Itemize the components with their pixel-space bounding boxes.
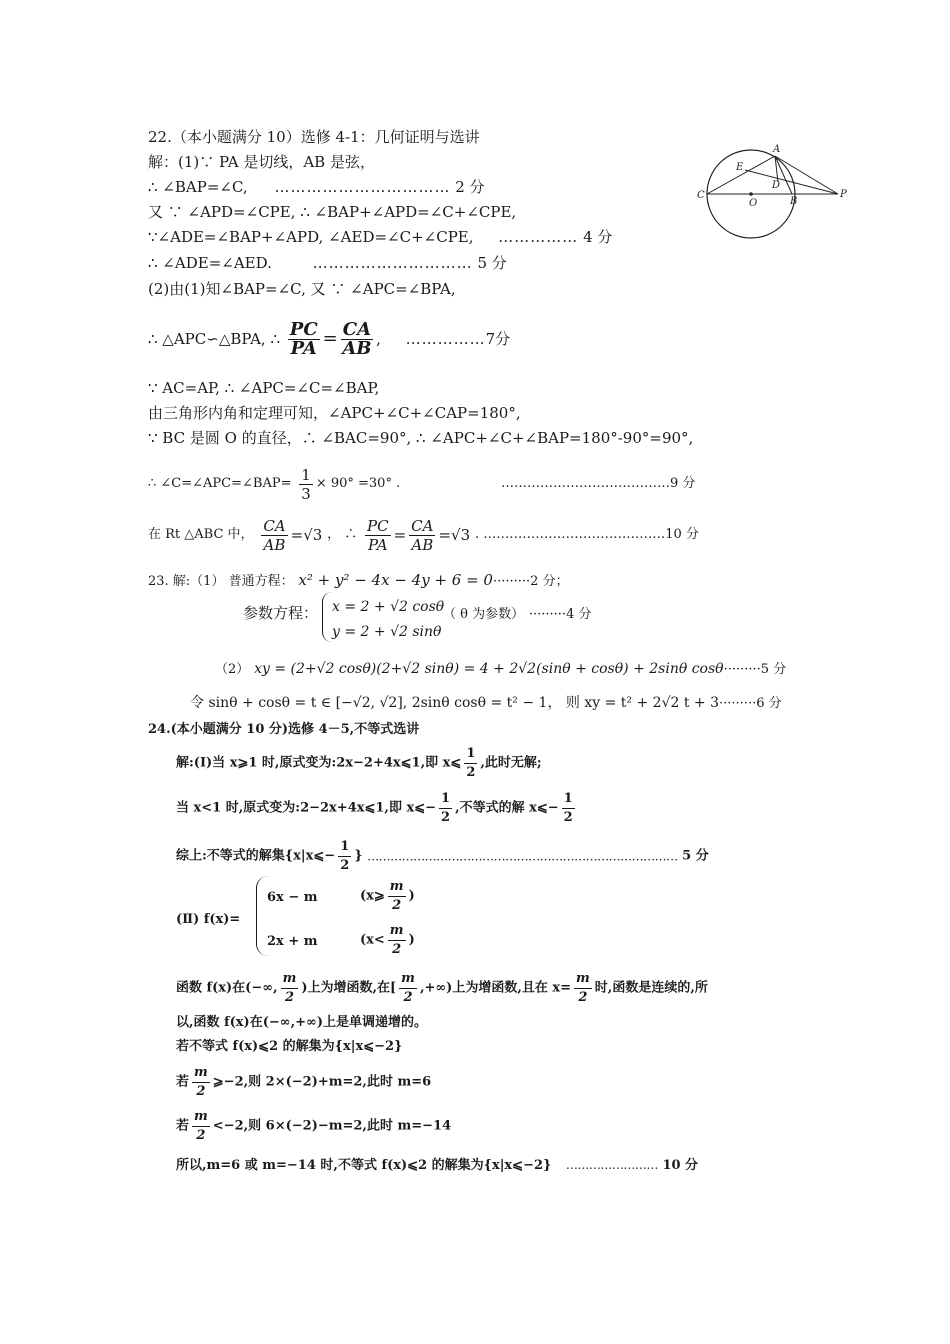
fraction-m-2-d: $\frac{m}{2}$ (401, 971, 415, 1005)
label-c: C (697, 190, 705, 201)
label-b: B (790, 196, 798, 207)
fraction-ca-ab: $\frac{CA}{AB}$ (342, 318, 372, 359)
q22-line10: ∵ BC 是圆 O 的直径，∴ ∠BAC=90°, ∴ ∠APC+∠C+∠BAP=180°-90°=90°, (148, 429, 694, 447)
q23-param-x: x = 2 + √2 cosθ (332, 599, 445, 615)
fraction-half-1: $\frac{1}{2}$ (466, 746, 476, 780)
q23-param-label: 参数方程： (243, 604, 319, 622)
q22-line9: 由三角形内角和定理可知，∠APC+∠C+∠CAP=180°, (148, 404, 521, 422)
q22-line6: (2)由(1)知∠BAP=∠C, 又 ∵ ∠APC=∠BPA, (148, 280, 456, 298)
q22-line12: 在 Rt △ABC 中， $\frac{CA}{AB}$ =√3 ， ∴ $\frac{PC}{PA}$ = $\frac{CA}{AB}$ =√3 . ……………………………………10 分 (148, 516, 699, 554)
q22-line7: ∴ △APC∽△BPA, ∴ $\frac{PC}{PA}$ = $\frac{CA}{AB}$ , ……………7分 (148, 318, 511, 359)
q23-line3: （2） xy = (2+√2 cosθ)(2+√2 sinθ) = 4 + 2√2(sinθ + cosθ) + 2sinθ cosθ·········5 分 (215, 661, 787, 677)
line-ap (775, 156, 838, 194)
q24-cond2: (x< $\frac{m}{2}$ ) (360, 923, 415, 957)
q24-fx-label: (Ⅱ) f(x)= (176, 912, 241, 927)
fraction-m-2-b: $\frac{m}{2}$ (389, 923, 404, 957)
q24-line6: 以,函数 f(x)在(−∞,+∞)上是单调递增的。 (176, 1015, 427, 1030)
q22-line4: ∵∠ADE=∠BAP+∠APD, ∠AED=∠C+∠CPE, …………… 4 分 (148, 228, 613, 246)
fraction-m-2-g: $\frac{m}{2}$ (194, 1109, 208, 1143)
q24-case2: 2x + m (267, 934, 318, 949)
q22-line8: ∵ AC=AP, ∴ ∠APC=∠C=∠BAP, (148, 379, 380, 397)
q24-line1: 解:(Ⅰ)当 x⩾1 时,原式变为:2x−2+4x⩽1,即 x⩽ $\frac{1}{2}$ ,此时无解; (176, 746, 542, 780)
label-e: E (736, 162, 744, 173)
label-a: A (773, 144, 781, 155)
label-d: D (772, 180, 781, 191)
fraction-m-2-a: $\frac{m}{2}$ (389, 879, 404, 913)
q23-param-note: （ θ 为参数） ·········4 分 (443, 607, 592, 622)
label-o: O (749, 198, 758, 209)
fraction-ca-ab-2: $\frac{CA}{AB}$ (263, 516, 286, 554)
q22-heading: 22.（本小题满分 10）选修 4-1：几何证明与选讲 (148, 128, 480, 146)
circle-tangent-figure (690, 140, 850, 240)
fraction-m-2-e: $\frac{m}{2}$ (576, 971, 590, 1005)
fraction-ca-ab-3: $\frac{CA}{AB}$ (411, 516, 434, 554)
q24-line10: 所以,m=6 或 m=−14 时,不等式 f(x)⩽2 的解集为{x|x⩽−2} …………………… 10 分 (176, 1158, 699, 1173)
q24-line8: 若 $\frac{m}{2}$ ⩾−2,则 2×(−2)+m=2,此时 m=6 (176, 1065, 432, 1099)
fraction-half-3: $\frac{1}{2}$ (563, 791, 573, 825)
q22-line2: ∴ ∠BAP=∠C, …………………………… 2 分 (148, 178, 485, 196)
q24-line9: 若 $\frac{m}{2}$ <−2,则 6×(−2)−m=2,此时 m=−14 (176, 1109, 452, 1143)
q24-line2: 当 x<1 时,原式变为:2−2x+4x⩽1,即 x⩽− $\frac{1}{2}$ ,不等式的解 x⩽− $\frac{1}{2}$ (176, 791, 573, 825)
line-ep (745, 170, 838, 194)
q24-case1: 6x − m (267, 890, 318, 905)
q24-cond1: (x⩾ $\frac{m}{2}$ ) (360, 879, 415, 913)
q24-line5: 函数 f(x)在(−∞, $\frac{m}{2}$ )上为增函数,在[ $\frac{m}{2}$ ,+∞)上为增函数,且在 x= $\frac{m}{2}$ 时,函数是连续的,所 (176, 971, 708, 1005)
q22-line3: 又 ∵ ∠APD=∠CPE, ∴ ∠BAP+∠APD=∠C+∠CPE, (148, 203, 517, 221)
q22-line5: ∴ ∠ADE=∠AED. ………………………… 5 分 (148, 254, 507, 272)
fraction-pc-pa: $\frac{PC}{PA}$ (289, 318, 318, 359)
q22-line11: ∴ ∠C=∠APC=∠BAP= $\frac{1}{3}$ × 90° =30° . …………………………………9 分 (148, 465, 696, 503)
fraction-half-2: $\frac{1}{2}$ (441, 791, 451, 825)
center-point (749, 192, 753, 196)
fraction-one-third: $\frac{1}{3}$ (301, 465, 311, 503)
q24-line7: 若不等式 f(x)⩽2 的解集为{x|x⩽−2} (176, 1039, 403, 1054)
q23-line4: 令 sinθ + cosθ = t ∈ [−√2, √2], 2sinθ cosθ = t² − 1， 则 xy = t² + 2√2 t + 3·········6 分 (190, 695, 782, 711)
q24-line3: 综上:不等式的解集{x|x⩽− $\frac{1}{2}$ } ……………………………………………………………………… 5 分 (176, 839, 709, 873)
fraction-half-4: $\frac{1}{2}$ (340, 839, 350, 873)
q23-line1: 23. 解:（1） 普通方程： x² + y² − 4x − 4y + 6 = 0·········2 分； (148, 571, 569, 589)
fraction-m-2-c: $\frac{m}{2}$ (282, 971, 297, 1005)
fraction-pc-pa-2: $\frac{PC}{PA}$ (367, 516, 389, 554)
q24-heading: 24.(本小题满分 10 分)选修 4－5,不等式选讲 (148, 722, 420, 737)
q23-param-y: y = 2 + √2 sinθ (332, 624, 442, 640)
q22-line1: 解：(1)∵ PA 是切线，AB 是弦， (148, 153, 375, 171)
label-p: P (840, 189, 847, 200)
fraction-m-2-f: $\frac{m}{2}$ (194, 1065, 208, 1099)
